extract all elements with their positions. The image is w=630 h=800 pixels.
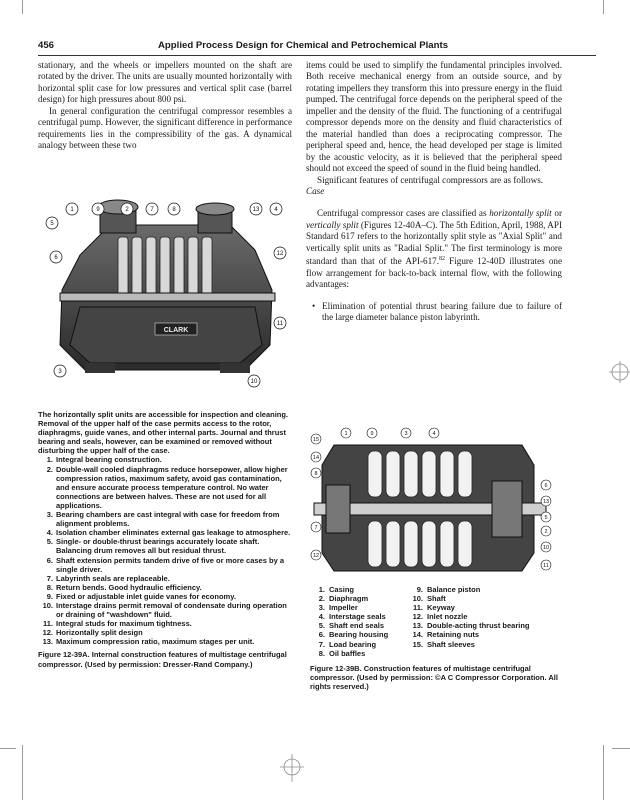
section-heading: Case xyxy=(306,185,325,196)
svg-text:11: 11 xyxy=(543,563,549,569)
running-header xyxy=(38,40,598,56)
feature-list xyxy=(38,455,294,646)
svg-text:8: 8 xyxy=(314,471,318,477)
list-item: 6. Shaft extension permits tandem drive of five or more cases by a single driver. xyxy=(46,555,284,574)
legend-item: 1. Casing xyxy=(318,585,355,594)
header-rule xyxy=(38,55,596,56)
callout xyxy=(311,468,321,478)
brand-label: CLARK xyxy=(163,327,189,334)
paragraph: stationary, and the wheels or impellers mounted on the shaft are rotated by the driver. The units are usually mounted horizontally with horizontal split case for low pressures and vertical split case (barrel design) for high pressures about 800 psi. xyxy=(38,60,292,105)
crop-mark-bottom-rule-right xyxy=(612,748,630,749)
legend-item: 5. Shaft end seals xyxy=(318,621,385,631)
list-item: 7. Labyrinth seals are replaceable. xyxy=(46,573,170,583)
list-item: 4. Isolation chamber eliminates external gas leakage to atmosphere. xyxy=(46,528,291,538)
svg-text:10: 10 xyxy=(542,545,550,551)
compressor-section-drawing xyxy=(308,425,554,585)
svg-text:4: 4 xyxy=(274,207,278,213)
callout xyxy=(168,203,180,215)
list-item: 9. Fixed or adjustable inlet guide vanes for economy. xyxy=(46,591,236,601)
callout xyxy=(250,203,262,215)
legend-item: 4. Interstage seals xyxy=(318,612,386,622)
legend-column-left xyxy=(310,585,388,658)
list-item: 1. Integral bearing construction. xyxy=(46,455,162,465)
figure-12-39b-illustration xyxy=(308,425,554,585)
svg-text:7: 7 xyxy=(150,207,154,213)
callout xyxy=(541,496,551,506)
svg-text:9: 9 xyxy=(96,207,100,213)
list-item: 12. Horizontally split design xyxy=(42,628,143,638)
svg-text:2: 2 xyxy=(544,529,548,535)
callout xyxy=(50,251,62,263)
page-number: 456 xyxy=(38,40,55,51)
callout xyxy=(401,428,411,438)
compressor-cutaway-drawing xyxy=(40,195,292,395)
list-item: 10. Interstage drains permit removal of condensate during operation or draining of "washdown" fluid. xyxy=(42,600,287,620)
legend-item: 2. Diaphragm xyxy=(318,594,369,604)
svg-text:3: 3 xyxy=(404,431,408,437)
svg-text:5: 5 xyxy=(544,515,548,521)
svg-text:2: 2 xyxy=(125,207,129,213)
paragraph: items could be used to simplify the fundamental principles involved. Both receive mechanical energy from an outside source, and by rotating impellers they transform this into pressure energy in the fluid pumped. The centrifugal force depends on the peripheral speed of the impeller and the density of the fluid. The functioning of a centrifugal compressor depends more on the density and fluid characteristics of the material handled than does a reciprocating compressor. The peripheral speed and, hence, the head developed per stage is limited by the acoustic velocity, as it is believed that the peripheral speed should not exceed the speed of sound in the fluid being handled. xyxy=(306,60,562,174)
legend-item: 15. Shaft sleeves xyxy=(412,639,475,649)
list-item: • Elimination of potential thrust bearing failure due to failure of the large diameter balance piston labyrinth. xyxy=(312,300,562,323)
svg-text:6: 6 xyxy=(54,255,58,261)
legend-item: 13. Double-acting thrust bearing xyxy=(412,621,530,631)
legend-item: 10. Shaft xyxy=(412,594,446,604)
callout xyxy=(311,434,321,444)
callout xyxy=(311,452,321,462)
figure-intro: The horizontally split units are accessible for inspection and cleaning. Removal of the upper half of the case permits access to the rotor, diaphragms, guide vanes, and other internal parts. Journal and thrust bearing and seals, however, can be examined or removed without disturbing the upper half of the case. xyxy=(38,410,289,456)
svg-text:12: 12 xyxy=(312,553,320,559)
callout xyxy=(92,203,104,215)
callout xyxy=(541,542,551,552)
legend-item: 12. Inlet nozzle xyxy=(412,612,468,622)
figure-12-39b-caption: Figure 12-39B. Construction features of multistage centrifugal compressor. (Used by permission: ©A C Compressor Corporation. All rights reserved.) xyxy=(310,664,558,692)
callout xyxy=(121,203,133,215)
svg-text:13: 13 xyxy=(252,207,260,213)
svg-text:15: 15 xyxy=(312,437,320,443)
callout xyxy=(311,522,321,532)
crop-mark-top-right xyxy=(603,0,604,14)
list-item: 11. Integral studs for maximum tightness. xyxy=(42,619,192,629)
list-item: 8. Return bends. Good hydraulic efficiency. xyxy=(46,582,202,592)
crop-mark-bottom-left xyxy=(22,745,23,800)
callout xyxy=(541,560,551,570)
left-column-text xyxy=(38,60,292,152)
list-item: 3. Bearing chambers are cast integral with case for freedom from alignment problems. xyxy=(46,510,280,529)
callout xyxy=(46,217,58,229)
callout xyxy=(541,512,551,522)
right-column-text xyxy=(306,60,562,324)
legend-item: 6. Bearing housing xyxy=(318,630,389,640)
legend-item: 9. Balance piston xyxy=(416,585,481,594)
callout xyxy=(270,203,282,215)
list-item: 2. Double-wall cooled diaphragms reduce horsepower, allow higher compression ratios, maximum safety, avoid gas contamination, and ensure accurate process temperature control. No water connections are between halves. These are not used for all applications. xyxy=(46,464,288,510)
callout xyxy=(541,480,551,490)
svg-text:1: 1 xyxy=(70,207,74,213)
callout xyxy=(367,428,377,438)
callout xyxy=(146,203,158,215)
list-item: 13. Maximum compression ratio, maximum stages per unit. xyxy=(42,637,255,647)
legend-item: 7. Load bearing xyxy=(318,639,377,649)
legend-item: 3. Impeller xyxy=(318,603,358,613)
callout xyxy=(311,550,321,560)
figure-12-39a-caption-block xyxy=(38,410,294,676)
figure-caption: Figure 12-39A. Internal construction features of multistage centrifugal compressor. (Used by permission: Dresser-Rand Company.) xyxy=(38,650,287,669)
svg-text:13: 13 xyxy=(542,499,550,505)
svg-text:12: 12 xyxy=(276,251,284,257)
svg-text:6: 6 xyxy=(544,483,548,489)
crop-mark-top-left xyxy=(22,0,23,14)
svg-text:7: 7 xyxy=(314,525,318,531)
callout xyxy=(274,247,286,259)
callout xyxy=(54,365,66,377)
svg-text:4: 4 xyxy=(432,431,436,437)
callout xyxy=(429,428,439,438)
crop-mark-bottom-rule-left xyxy=(0,748,16,749)
svg-text:14: 14 xyxy=(312,455,320,461)
legend-item: 8. Oil baffles xyxy=(318,648,366,658)
callout xyxy=(274,317,286,329)
case-paragraph: Centrifugal compressor cases are classified as horizontally split or vertically split (Figures 12-40A–C). The 5th Edition, April, 1988, API Standard 617 refers to the horizontally split style as "Axial Split" and vertically split units as "Radial Split." The first terminology is more standard than that of the API-617.82 Figure 12-40D illustrates one flow arrangement for back-to-back internal flow, with the following advantages: xyxy=(306,208,562,290)
legend-column-right xyxy=(408,585,530,649)
figure-12-39a-illustration xyxy=(40,195,292,395)
legend-item: 14. Retaining nuts xyxy=(412,630,480,640)
paragraph: Significant features of centrifugal compressors are as follows. xyxy=(317,174,544,185)
registration-mark-bottom-icon xyxy=(280,754,304,782)
list-item: 5. Single- or double-thrust bearings accurately locate shaft. Balancing drum removes all but residual thrust. xyxy=(46,537,260,556)
registration-mark-right-icon xyxy=(609,361,630,383)
svg-text:8: 8 xyxy=(172,207,176,213)
svg-text:9: 9 xyxy=(370,431,374,437)
legend-item: 11. Keyway xyxy=(412,603,455,613)
svg-text:1: 1 xyxy=(344,431,348,437)
figure-12-39b-legend xyxy=(310,585,560,661)
reference-superscript: 82 xyxy=(439,256,446,263)
callout xyxy=(541,526,551,536)
crop-mark-bottom-right xyxy=(603,745,604,800)
running-title: Applied Process Design for Chemical and Petrochemical Plants xyxy=(158,40,449,51)
callout xyxy=(341,428,351,438)
advantages-list xyxy=(306,301,562,324)
callout xyxy=(66,203,78,215)
svg-text:11: 11 xyxy=(276,321,284,327)
svg-text:10: 10 xyxy=(250,379,258,385)
svg-text:5: 5 xyxy=(50,221,54,227)
callout xyxy=(248,375,260,387)
paragraph: In general configuration the centrifugal compressor resembles a centrifugal pump. However, the significant difference in performance requirements lies in the compressibility of the gas. A dynamical analogy between these two xyxy=(38,105,292,151)
svg-text:3: 3 xyxy=(58,369,62,375)
